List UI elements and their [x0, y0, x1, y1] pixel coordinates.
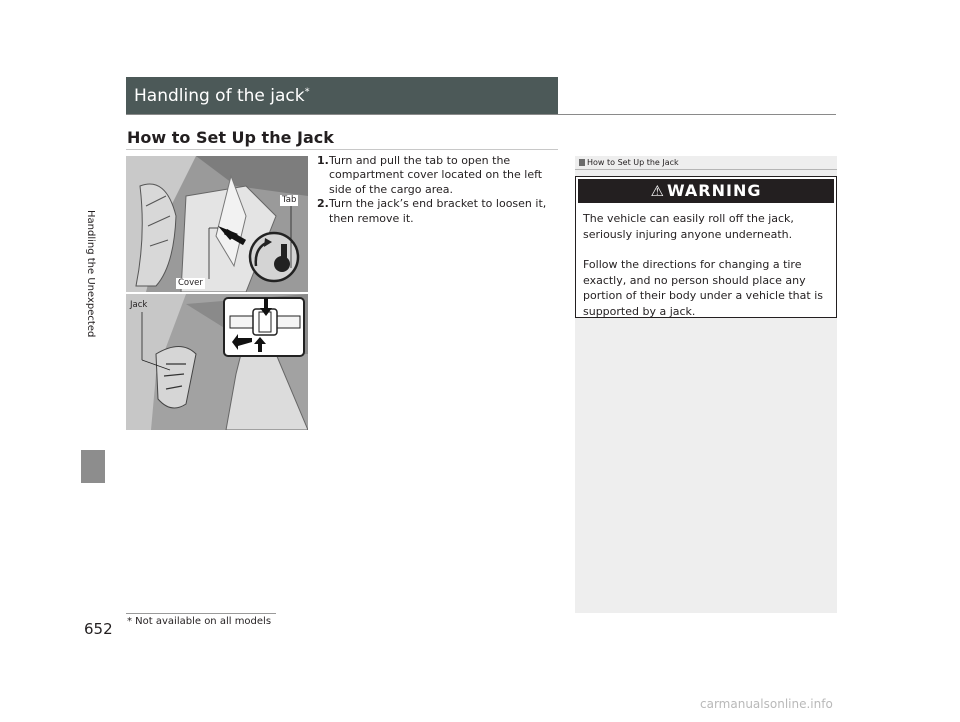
reference-icon — [579, 159, 585, 166]
section-title: How to Set Up the Jack — [127, 128, 334, 147]
notes-sidebar — [575, 156, 837, 613]
figure-jack — [126, 294, 308, 430]
figure-cover-tab — [126, 156, 308, 292]
jack-illustration — [126, 294, 308, 430]
procedure-steps — [317, 154, 557, 226]
title-banner — [126, 77, 558, 115]
watermark: carmanualsonline.info — [700, 697, 833, 711]
step-text: Turn the jack’s end bracket to loosen it, then remove it. — [329, 197, 547, 225]
footnote: * Not available on all models — [127, 616, 272, 627]
sidebar-heading: How to Set Up the Jack — [579, 158, 679, 167]
footnote-rule — [126, 613, 276, 614]
page-number: 652 — [84, 620, 113, 638]
step-2 — [317, 197, 557, 226]
sidebar-rule — [575, 169, 837, 170]
jack-callout: Jack — [130, 300, 148, 310]
warning-box — [575, 176, 837, 318]
warning-text-2: Follow the directions for changing a tire exactly, and no person should place any portion of their body under a vehicle that is supported by a jack. — [583, 258, 823, 318]
warning-header: ⚠ WARNING — [578, 179, 834, 203]
warning-text-1: The vehicle can easily roll off the jack, seriously injuring anyone underneath. — [583, 212, 794, 241]
section-rule — [126, 149, 558, 150]
step-number: 2. — [317, 197, 329, 211]
step-1 — [317, 154, 557, 197]
page-title: Handling of the jack* — [134, 86, 310, 106]
chapter-label: Handling the Unexpected — [85, 210, 96, 338]
chapter-tab — [81, 450, 105, 483]
step-text: Turn and pull the tab to open the compartment cover located on the left side of the cargo area. — [329, 154, 543, 196]
tab-callout: Tab — [282, 195, 297, 205]
warning-icon: ⚠ — [650, 182, 665, 200]
header-rule — [126, 114, 836, 115]
cover-callout: Cover — [178, 278, 203, 288]
cargo-cover-illustration — [126, 156, 308, 292]
step-number: 1. — [317, 154, 329, 167]
